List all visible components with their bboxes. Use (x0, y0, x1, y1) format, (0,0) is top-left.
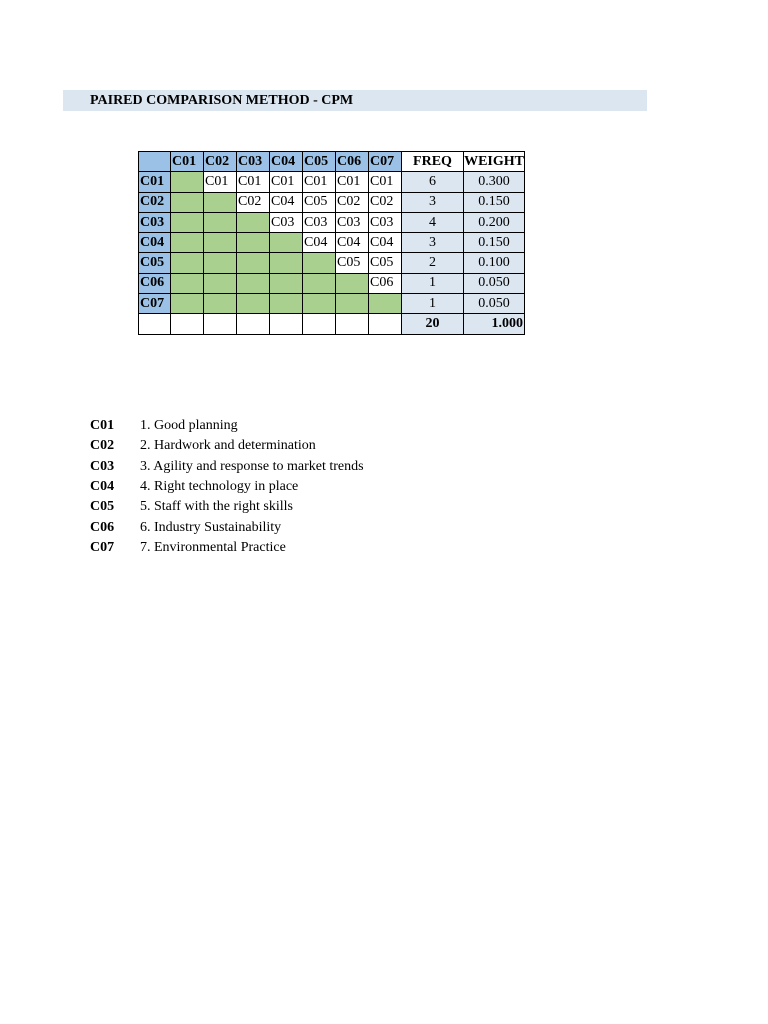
shaded-cell (336, 273, 369, 293)
legend-item (90, 477, 364, 497)
legend-text: 2. Hardwork and determination (140, 438, 316, 454)
weight-cell: 0.200 (464, 212, 525, 232)
winner-cell: C05 (303, 192, 336, 212)
shaded-cell (204, 192, 237, 212)
winner-cell: C05 (336, 253, 369, 273)
winner-cell: C01 (237, 172, 270, 192)
shaded-cell (204, 273, 237, 293)
blank-cell (270, 314, 303, 334)
row-header: C05 (139, 253, 171, 273)
weight-cell: 0.150 (464, 192, 525, 212)
winner-cell: C04 (336, 233, 369, 253)
winner-cell: C02 (369, 192, 402, 212)
table-row (139, 294, 525, 314)
column-header: C02 (204, 152, 237, 172)
weight-header: WEIGHT (464, 152, 525, 172)
winner-cell: C01 (303, 172, 336, 192)
legend-item (90, 436, 364, 456)
blank-cell (204, 314, 237, 334)
shaded-cell (171, 273, 204, 293)
weight-cell: 0.100 (464, 253, 525, 273)
winner-cell: C01 (369, 172, 402, 192)
column-header: C05 (303, 152, 336, 172)
row-header: C02 (139, 192, 171, 212)
freq-cell: 3 (402, 192, 464, 212)
legend-item (90, 416, 364, 436)
winner-cell: C04 (369, 233, 402, 253)
title-bar (63, 90, 647, 111)
winner-cell: C02 (237, 192, 270, 212)
shaded-cell (171, 294, 204, 314)
legend-item (90, 538, 364, 558)
shaded-cell (237, 294, 270, 314)
freq-header: FREQ (402, 152, 464, 172)
row-header: C06 (139, 273, 171, 293)
winner-cell: C03 (270, 212, 303, 232)
legend-text: 5. Staff with the right skills (140, 499, 293, 515)
column-header: C06 (336, 152, 369, 172)
shaded-cell (204, 253, 237, 273)
shaded-cell (237, 212, 270, 232)
table-row (139, 273, 525, 293)
shaded-cell (204, 212, 237, 232)
table-row (139, 192, 525, 212)
winner-cell: C04 (303, 233, 336, 253)
winner-cell: C01 (336, 172, 369, 192)
blank-cell (303, 314, 336, 334)
row-header: C01 (139, 172, 171, 192)
winner-cell: C02 (336, 192, 369, 212)
comparison-matrix (138, 151, 525, 335)
shaded-cell (171, 233, 204, 253)
weight-cell: 0.050 (464, 273, 525, 293)
winner-cell: C01 (270, 172, 303, 192)
legend-code: C05 (90, 499, 115, 515)
weight-cell: 0.300 (464, 172, 525, 192)
shaded-cell (303, 273, 336, 293)
row-header: C04 (139, 233, 171, 253)
total-freq: 20 (402, 314, 464, 334)
blank-cell (369, 314, 402, 334)
column-header: C01 (171, 152, 204, 172)
freq-cell: 4 (402, 212, 464, 232)
column-header: C03 (237, 152, 270, 172)
shaded-cell (369, 294, 402, 314)
winner-cell: C03 (369, 212, 402, 232)
legend-text: 1. Good planning (140, 418, 238, 434)
legend-code: C02 (90, 438, 115, 454)
legend-item (90, 457, 364, 477)
legend-code: C07 (90, 539, 115, 555)
table-row (139, 253, 525, 273)
shaded-cell (237, 253, 270, 273)
shaded-cell (204, 233, 237, 253)
freq-cell: 3 (402, 233, 464, 253)
freq-cell: 1 (402, 294, 464, 314)
winner-cell: C01 (204, 172, 237, 192)
shaded-cell (270, 253, 303, 273)
header-row (139, 152, 525, 172)
row-header: C03 (139, 212, 171, 232)
shaded-cell (303, 294, 336, 314)
total-row (139, 314, 525, 334)
winner-cell: C04 (270, 192, 303, 212)
shaded-cell (270, 294, 303, 314)
legend-text: 6. Industry Sustainability (140, 519, 282, 535)
legend-item (90, 497, 364, 517)
legend-text: 3. Agility and response to market trends (140, 458, 364, 474)
shaded-cell (171, 253, 204, 273)
table-row (139, 233, 525, 253)
shaded-cell (270, 273, 303, 293)
weight-cell: 0.150 (464, 233, 525, 253)
winner-cell: C03 (336, 212, 369, 232)
shaded-cell (303, 253, 336, 273)
blank-cell (336, 314, 369, 334)
column-header: C07 (369, 152, 402, 172)
blank-cell (237, 314, 270, 334)
shaded-cell (204, 294, 237, 314)
shaded-cell (237, 233, 270, 253)
corner-cell (139, 152, 171, 172)
legend-item (90, 517, 364, 537)
winner-cell: C06 (369, 273, 402, 293)
legend-code: C04 (90, 479, 115, 495)
legend-text: 7. Environmental Practice (140, 539, 286, 555)
row-header: C07 (139, 294, 171, 314)
legend-code: C01 (90, 418, 115, 434)
weight-cell: 0.050 (464, 294, 525, 314)
legend-code: C06 (90, 519, 115, 535)
shaded-cell (270, 233, 303, 253)
table-row (139, 212, 525, 232)
shaded-cell (171, 212, 204, 232)
winner-cell: C03 (303, 212, 336, 232)
criteria-legend (90, 416, 364, 558)
legend-text: 4. Right technology in place (140, 479, 299, 495)
winner-cell: C05 (369, 253, 402, 273)
total-weight: 1.000 (464, 314, 525, 334)
shaded-cell (171, 172, 204, 192)
column-header: C04 (270, 152, 303, 172)
freq-cell: 1 (402, 273, 464, 293)
shaded-cell (237, 273, 270, 293)
freq-cell: 6 (402, 172, 464, 192)
shaded-cell (171, 192, 204, 212)
shaded-cell (336, 294, 369, 314)
table-row (139, 172, 525, 192)
legend-code: C03 (90, 458, 115, 474)
page-title: PAIRED COMPARISON METHOD - CPM (90, 93, 354, 108)
blank-cell (171, 314, 204, 334)
freq-cell: 2 (402, 253, 464, 273)
blank-cell (139, 314, 171, 334)
